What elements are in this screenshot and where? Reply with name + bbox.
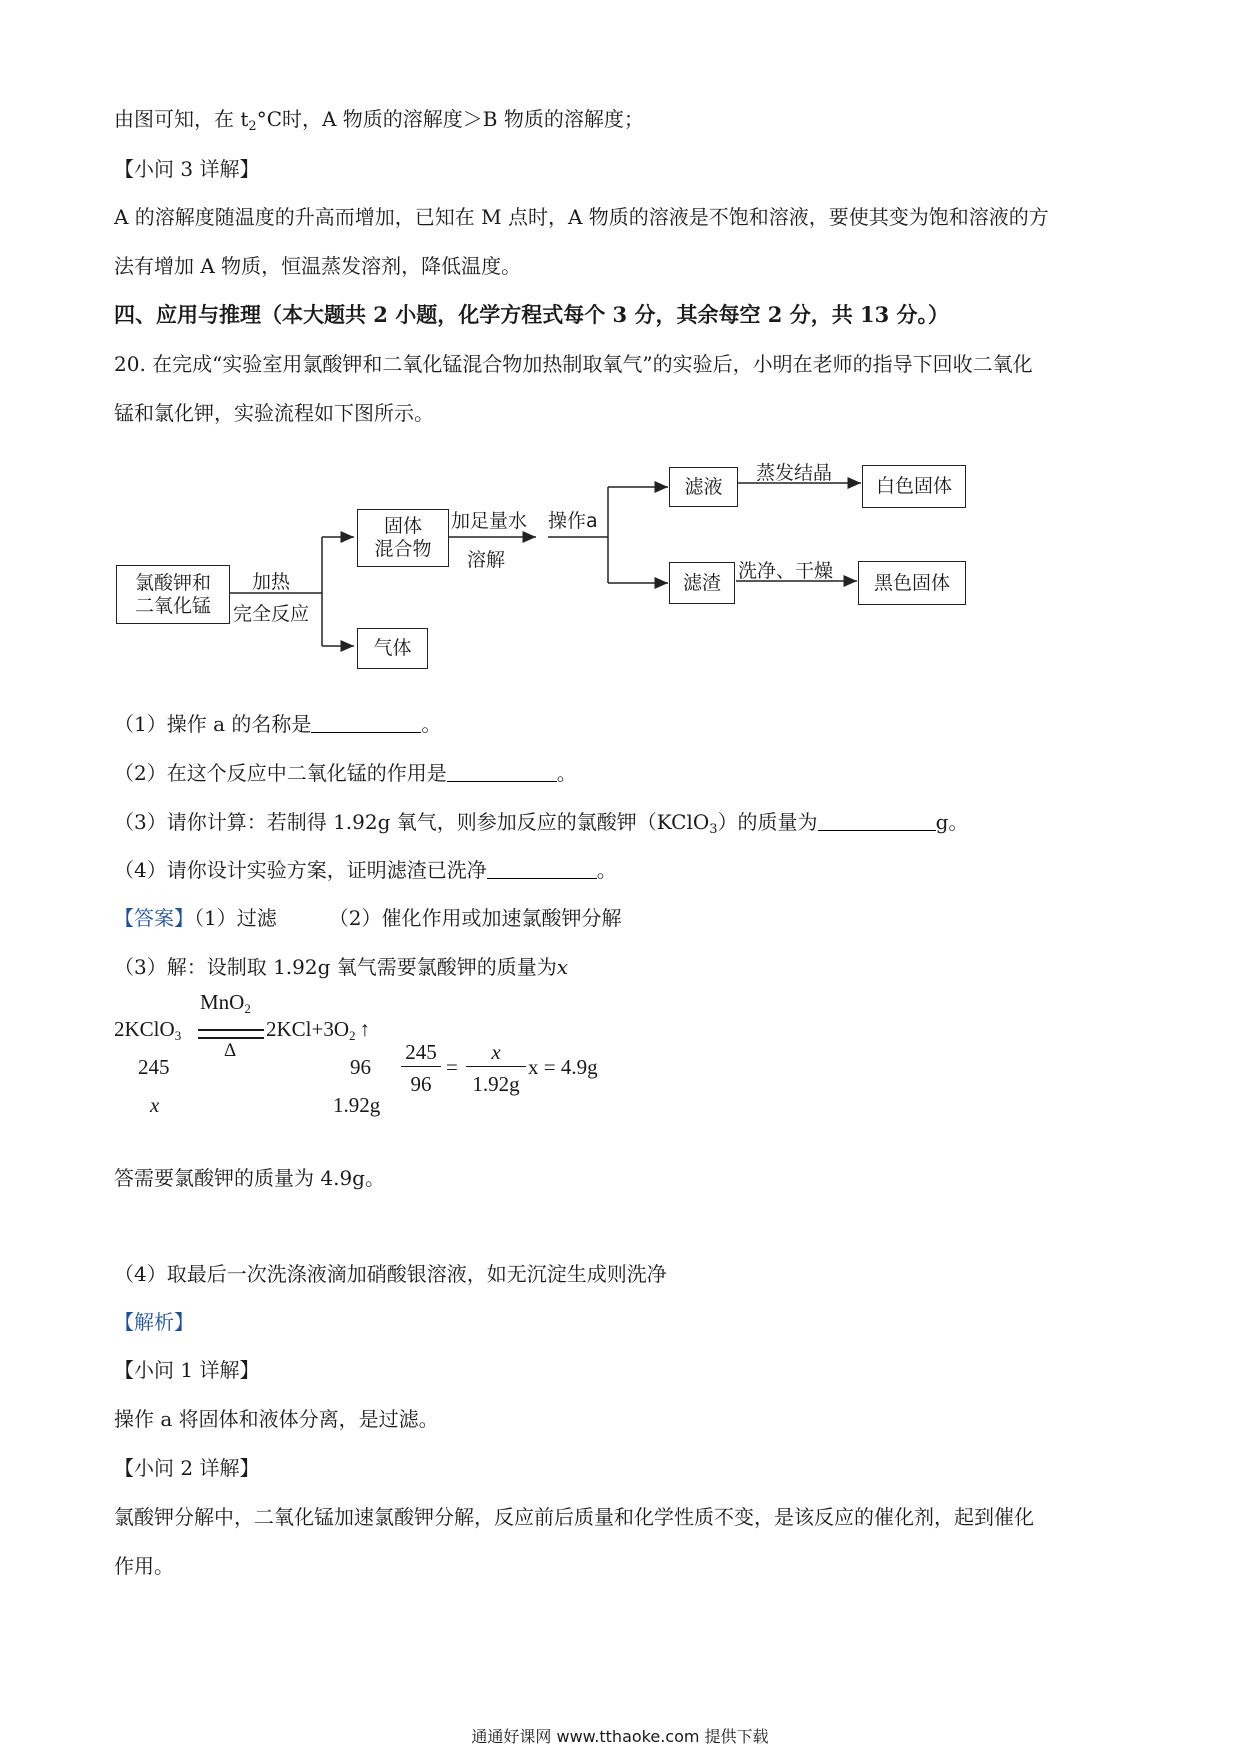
complete-reaction-label: 完全反应 bbox=[233, 603, 310, 625]
mass-right: 1.92g bbox=[333, 1093, 381, 1117]
fraction-2-denominator: 1.92g bbox=[472, 1072, 520, 1096]
catalyst-subscript: 2 bbox=[244, 1001, 251, 1016]
fraction-1-numerator: 245 bbox=[405, 1040, 437, 1064]
subquestion-2-text-2: 作用。 bbox=[114, 1554, 174, 1578]
answer-row bbox=[114, 906, 621, 930]
add-water-label: 加足量水 bbox=[451, 510, 528, 532]
equation-condition: Δ bbox=[224, 1040, 237, 1061]
answer-3-text: （3）解：设制取 1.92g 氧气需要氯酸钾的质量为 bbox=[114, 955, 557, 979]
flow-box-mixture bbox=[357, 509, 449, 567]
equation-products bbox=[266, 1017, 370, 1044]
proportion-equals: = bbox=[446, 1055, 458, 1079]
answer-tag: 【答案】 bbox=[114, 906, 194, 930]
question-2 bbox=[114, 761, 577, 785]
subquestion-3-heading: 【小问 3 详解】 bbox=[114, 157, 260, 181]
equation-reactant bbox=[114, 1017, 181, 1044]
q4-text: （4）请你设计实验方案，证明滤渣已洗净 bbox=[114, 858, 487, 882]
intro-subscript: 2 bbox=[248, 119, 257, 134]
question-4 bbox=[114, 858, 617, 882]
flow-box-residue: 滤渣 bbox=[669, 562, 735, 604]
answer-3-intro bbox=[114, 955, 568, 979]
question-stem-2: 锰和氯化钾，实验流程如下图所示。 bbox=[114, 401, 434, 425]
question-stem-1: 20. 在完成“实验室用氯酸钾和二氧化锰混合物加热制取氧气”的实验后，小明在老师的指导下回收二氧化 bbox=[114, 352, 1033, 376]
equation-catalyst bbox=[200, 990, 251, 1017]
operation-a-label: 操作a bbox=[548, 510, 598, 532]
subquestion-3-text-2: 法有增加 A 物质，恒温蒸发溶剂，降低温度。 bbox=[114, 254, 522, 278]
products-subscript: 2 bbox=[349, 1028, 356, 1043]
reactant-subscript: 3 bbox=[174, 1028, 182, 1043]
subquestion-2-text-1: 氯酸钾分解中，二氧化锰加速氯酸钾分解，反应前后质量和化学性质不变，是该反应的催化剂，起到催化 bbox=[114, 1505, 1034, 1529]
question-3 bbox=[114, 810, 968, 842]
gas-arrow: ↑ bbox=[359, 1017, 371, 1041]
q1-blank[interactable] bbox=[311, 714, 421, 733]
start-line-1: 氯酸钾和 bbox=[134, 571, 211, 594]
q3-text: （3）请你计算：若制得 1.92g 氧气，则参加反应的氯酸钾（KClO bbox=[114, 810, 710, 834]
catalyst-formula: MnO bbox=[200, 990, 245, 1014]
q4-end: 。 bbox=[596, 858, 617, 882]
intro-text-b: °C时，A 物质的溶解度＞B 物质的溶解度； bbox=[256, 107, 644, 131]
mixture-line-1: 固体 bbox=[383, 515, 422, 537]
equation-double-line bbox=[198, 1029, 264, 1039]
answer-1: （1）过滤 bbox=[194, 906, 277, 930]
q2-end: 。 bbox=[556, 761, 577, 785]
answer-4: （4）取最后一次洗涤液滴加硝酸银溶液，如无沉淀生成则洗净 bbox=[114, 1262, 667, 1286]
q4-blank[interactable] bbox=[487, 860, 597, 879]
wash-dry-label: 洗净、干燥 bbox=[738, 560, 834, 582]
heat-label: 加热 bbox=[252, 571, 291, 593]
evaporate-label: 蒸发结晶 bbox=[756, 462, 833, 484]
start-line-2: 二氧化锰 bbox=[134, 594, 211, 617]
molar-mass-right: 96 bbox=[350, 1055, 371, 1079]
flow-box-white-solid: 白色固体 bbox=[862, 465, 966, 508]
answer-2: （2）催化作用或加速氯酸钾分解 bbox=[328, 906, 622, 930]
answer-conclusion: 答需要氯酸钾的质量为 4.9g。 bbox=[114, 1166, 385, 1190]
dissolve-label: 溶解 bbox=[467, 549, 506, 571]
q3-blank[interactable] bbox=[818, 812, 936, 831]
flow-box-filtrate: 滤液 bbox=[669, 467, 738, 507]
fraction-2-bar bbox=[466, 1066, 526, 1067]
footer-watermark: 通通好课网 www.tthaoke.com 提供下载 bbox=[471, 1727, 769, 1746]
q3-end: g。 bbox=[935, 810, 969, 834]
flow-box-start bbox=[116, 565, 230, 624]
mixture-line-2: 混合物 bbox=[374, 538, 432, 560]
fraction-2-numerator: x bbox=[491, 1040, 501, 1064]
analysis-tag: 【解析】 bbox=[114, 1310, 194, 1334]
subquestion-2-heading: 【小问 2 详解】 bbox=[114, 1456, 260, 1480]
flow-box-black-solid: 黑色固体 bbox=[858, 561, 966, 605]
q1-text: （1）操作 a 的名称是 bbox=[114, 712, 312, 736]
question-1 bbox=[114, 712, 441, 736]
q2-blank[interactable] bbox=[447, 763, 557, 782]
subquestion-1-heading: 【小问 1 详解】 bbox=[114, 1358, 260, 1382]
subquestion-1-text: 操作 a 将固体和液体分离，是过滤。 bbox=[114, 1407, 439, 1431]
equation-result: x = 4.9g bbox=[528, 1055, 598, 1079]
section-title: 四、应用与推理（本大题共 2 小题，化学方程式每个 3 分，其余每空 2 分，共 13 分。） bbox=[114, 302, 950, 327]
unknown-left: x bbox=[150, 1093, 160, 1117]
q1-end: 。 bbox=[421, 712, 442, 736]
q2-text: （2）在这个反应中二氧化锰的作用是 bbox=[114, 761, 447, 785]
reactant-formula: 2KClO bbox=[114, 1017, 175, 1041]
fraction-1-bar bbox=[401, 1066, 441, 1067]
flow-box-gas: 气体 bbox=[357, 628, 428, 669]
answer-3-variable: x bbox=[556, 955, 569, 979]
subquestion-3-text-1: A 的溶解度随温度的升高而增加，已知在 M 点时，A 物质的溶液是不饱和溶液，要使其变为饱和溶液的方 bbox=[114, 205, 1049, 229]
intro-text-a: 由图可知，在 t bbox=[114, 107, 249, 131]
q3-text-b: ）的质量为 bbox=[717, 810, 818, 834]
products-formula: 2KCl+3O bbox=[266, 1017, 350, 1041]
q3-subscript: 3 bbox=[709, 822, 718, 837]
fraction-1-denominator: 96 bbox=[410, 1072, 432, 1096]
molar-mass-left: 245 bbox=[138, 1055, 170, 1079]
